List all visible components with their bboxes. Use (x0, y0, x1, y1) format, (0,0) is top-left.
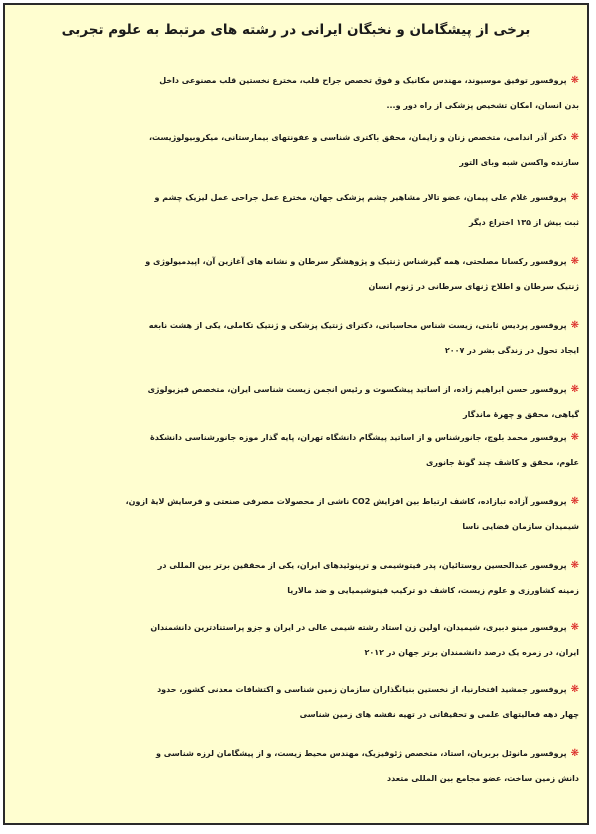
bullet-icon: ❋ (570, 496, 579, 507)
entry-text: پروفسور جمشید افتخارنیا، از نخستین بنیانگذاران سازمان زمین شناسی و اکتشافات معدنی کشور، حدود (157, 685, 567, 694)
entry-text: بدن انسان، امکان تشخیص پزشکی از راه دور و... (386, 101, 579, 110)
entry-text: علوم، محقق و کاشف چند گونهٔ جانوری (426, 458, 579, 467)
entry-line-first (15, 677, 579, 702)
entry-text: سازنده واکسن شبه وبای التور (459, 158, 579, 167)
entry-line (15, 450, 579, 475)
scientist-entry (15, 249, 579, 299)
bullet-icon: ❋ (570, 622, 579, 633)
entry-text: پروفسور توفیق موسیوند، مهندس مکانیک و فوق تخصص جراح قلب، مخترع نخستین قلب مصنوعی داخل (159, 76, 567, 85)
entry-line-first (15, 249, 579, 274)
entry-text: ایجاد تحول در زندگی بشر در ۲۰۰۷ (444, 346, 579, 355)
bullet-icon: ❋ (570, 384, 579, 395)
entry-text: دکتر آذر اندامی، متخصص زنان و زایمان، محقق باکتری شناسی و عفونتهای بیمارستانی، میکروبیولوژیست، (148, 133, 567, 142)
bullet-icon: ❋ (570, 432, 579, 443)
entry-text: ژنتیک سرطان و اطلاح ژنهای سرطانی در ژنوم انسان (368, 282, 579, 291)
entry-line (15, 338, 579, 363)
bullet-icon: ❋ (570, 256, 579, 267)
bullet-icon: ❋ (570, 560, 579, 571)
entry-text: زمینه کشاورزی و علوم زیست، کاشف دو ترکیب فیتوشیمیایی و ضد مالاریا (287, 586, 579, 595)
bullet-icon: ❋ (570, 192, 579, 203)
entry-line (15, 766, 579, 791)
entry-text: پروفسور رکسانا مصلحتی، همه گیرشناس ژنتیک و پژوهشگر سرطان و نشانه های آغازین آن، اپیدمیولوژی و (145, 257, 567, 266)
entry-line-first (15, 125, 579, 150)
bullet-icon: ❋ (570, 75, 579, 86)
bullet-icon: ❋ (570, 320, 579, 331)
page-title: برخی از پیشگامان و نخبگان ایرانی در رشته های مرتبط به علوم تجربی (61, 22, 531, 38)
entry-line-first (15, 377, 579, 402)
entry-text: شیمیدان سازمان فضایی ناسا (462, 522, 579, 531)
entry-text: پروفسور آزاده تبازاده، کاشف ارتباط بین افزایش CO2 ناشی از محصولات مصرفی صنعتی و فرسایش لایهٔ ازون، (125, 497, 567, 506)
entry-text: گیاهی، محقق و چهرهٔ ماندگار (463, 410, 579, 419)
entry-line (15, 150, 579, 175)
entry-text: چهار دهه فعالیتهای علمی و تحقیقاتی در تهیه نقشه های زمین شناسی (299, 710, 579, 719)
entry-text: پروفسور مانوئل بربریان، استاد، متخصص ژئوفیزیک، مهندس محیط زیست، و از پیشگامان لرزه شناسی و (156, 749, 567, 758)
scientist-entry (15, 553, 579, 603)
entry-text: پروفسور محمد بلوچ، جانورشناس و از اساتید پیشگام دانشگاه تهران، پایه گذار موزه جانورشناسی دانشکدهٔ (150, 433, 567, 442)
scientist-entry (15, 68, 579, 118)
entry-line (15, 93, 579, 118)
entry-line (15, 210, 579, 235)
bullet-icon: ❋ (570, 748, 579, 759)
document-frame (3, 3, 589, 825)
entry-line-first (15, 615, 579, 640)
entry-text: پروفسور پردیس ثابتی، زیست شناس محاسباتی، دکترای ژنتیک پزشکی و ژنتیک تکاملی، یکی از هشت نابغه (148, 321, 567, 330)
entry-line (15, 578, 579, 603)
entry-text: پروفسور غلام علی پیمان، عضو تالار مشاهیر چشم پزشکی جهان، مخترع عمل جراحی عمل لیزیک چشم و (154, 193, 567, 202)
entry-line (15, 274, 579, 299)
scientist-entry (15, 741, 579, 791)
entry-line (15, 514, 579, 539)
entry-line-first (15, 553, 579, 578)
entry-line (15, 640, 579, 665)
scientist-entry (15, 677, 579, 727)
bullet-icon: ❋ (570, 684, 579, 695)
entry-line-first (15, 425, 579, 450)
entry-text: ثبت بیش از ۱۳۵ اختراع دیگر (469, 218, 579, 227)
entry-text: ایران، در زمره یک درصد دانشمندان برتر جهان در ۲۰۱۲ (364, 648, 579, 657)
entry-line-first (15, 68, 579, 93)
entry-text: پروفسور مینو دبیری، شیمیدان، اولین زن استاد رشته شیمی عالی در ایران و جزو پراستنادترین دانشمندان (150, 623, 567, 632)
scientist-entry (15, 185, 579, 235)
scientist-entry (15, 377, 579, 427)
entry-text: دانش زمین ساخت، عضو مجامع بین المللی متعدد (387, 774, 579, 783)
entry-line (15, 402, 579, 427)
scientist-entry (15, 313, 579, 363)
entry-text: پروفسور حسن ابراهیم زاده، از اساتید پیشکسوت و رئیس انجمن زیست شناسی ایران، متخصص فیزیولوژی (147, 385, 567, 394)
scientist-entry (15, 489, 579, 539)
bullet-icon: ❋ (570, 132, 579, 143)
scientist-list (5, 5, 587, 823)
entry-text: پروفسور عبدالحسین روستائیان، پدر فیتوشیمی و ترپنوئیدهای ایران، یکی از محققین برتر بین المللی در (157, 561, 567, 570)
scientist-entry (15, 425, 579, 475)
entry-line-first (15, 313, 579, 338)
entry-line-first (15, 741, 579, 766)
scientist-entry (15, 125, 579, 175)
entry-line-first (15, 185, 579, 210)
scientist-entry (15, 615, 579, 665)
entry-line (15, 702, 579, 727)
entry-line-first (15, 489, 579, 514)
